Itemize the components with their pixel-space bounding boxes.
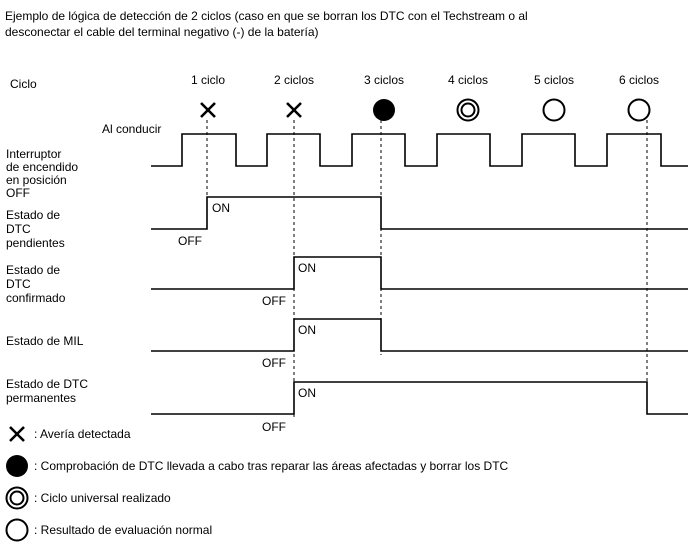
row-label-ignition-line-1: Interruptor bbox=[6, 147, 62, 161]
cycle-5-open-circle-icon bbox=[544, 100, 565, 121]
cycle-labels bbox=[191, 73, 659, 87]
cycle-1-cross-icon bbox=[201, 103, 215, 117]
row-label-confirmed-line-2: DTC bbox=[6, 277, 31, 291]
confirmed-off-label: OFF bbox=[262, 294, 286, 308]
pending-dtc-waveform bbox=[151, 197, 688, 229]
cycle-label-6: 6 ciclos bbox=[618, 73, 660, 87]
diagram-title-line-1: Ejemplo de lógica de detección de 2 ciclos (caso en que se borran los DTC con el Techstream o al bbox=[5, 9, 528, 23]
permanent-dtc-waveform bbox=[151, 382, 688, 414]
row-label-mil-line-1: Estado de MIL bbox=[6, 334, 84, 348]
mil-on-label: ON bbox=[298, 323, 316, 337]
cycle-label-2: 2 ciclos bbox=[273, 73, 315, 87]
legend-double-circle-icon bbox=[7, 488, 28, 509]
ignition-waveform bbox=[151, 134, 688, 166]
legend bbox=[6, 427, 509, 541]
legend-text-1: : Avería detectada bbox=[34, 427, 131, 441]
confirmed-on-label: ON bbox=[298, 261, 316, 275]
legend-open-circle-icon bbox=[7, 520, 28, 541]
row-label-ignition-line-3: en posición bbox=[6, 173, 67, 187]
legend-text-4: : Resultado de evaluación normal bbox=[34, 523, 213, 537]
cycle-6-open-circle-icon bbox=[629, 100, 650, 121]
pending-on-label: ON bbox=[212, 201, 230, 215]
row-label-pending bbox=[6, 208, 65, 250]
diagram-title-line-2: desconectar el cable del terminal negativo (-) de la batería) bbox=[5, 25, 319, 39]
cycle-3-filled-circle-icon bbox=[373, 99, 395, 121]
permanent-off-label: OFF bbox=[262, 420, 286, 434]
pending-off-label: OFF bbox=[178, 234, 202, 248]
row-label-permanent bbox=[6, 377, 88, 405]
row-label-ignition-line-4: OFF bbox=[6, 186, 30, 200]
row-label-pending-line-1: Estado de bbox=[6, 208, 61, 222]
row-label-pending-line-2: DTC bbox=[6, 222, 31, 236]
cycle-label-1: 1 ciclo bbox=[190, 73, 226, 87]
row-label-permanent-line-2: permanentes bbox=[6, 391, 77, 405]
mil-waveform bbox=[151, 319, 688, 351]
row-label-confirmed-line-1: Estado de bbox=[6, 263, 61, 277]
cycle-label-3: 3 ciclos bbox=[363, 73, 405, 87]
row-label-pending-line-3: pendientes bbox=[6, 236, 65, 250]
legend-text-3: : Ciclo universal realizado bbox=[34, 491, 171, 505]
legend-cross-icon bbox=[10, 427, 24, 441]
cycle-4-double-circle-icon bbox=[458, 100, 479, 121]
row-label-ignition bbox=[6, 147, 78, 200]
row-label-confirmed bbox=[6, 263, 66, 305]
cycle-symbols bbox=[201, 99, 650, 121]
confirmed-dtc-waveform bbox=[151, 257, 688, 289]
row-label-confirmed-line-3: confirmado bbox=[6, 291, 66, 305]
row-label-mil bbox=[6, 334, 84, 348]
mil-off-label: OFF bbox=[262, 356, 286, 370]
cycle-2-cross-icon bbox=[287, 103, 301, 117]
row-label-permanent-line-1: Estado de DTC bbox=[6, 377, 89, 391]
cycle-label-5: 5 ciclos bbox=[533, 73, 575, 87]
driving-label: Al conducir bbox=[102, 122, 162, 136]
cycle-label-4: 4 ciclos bbox=[447, 73, 489, 87]
cycle-header: Ciclo bbox=[10, 77, 37, 91]
legend-text-2: : Comprobación de DTC llevada a cabo tras reparar las áreas afectadas y borrar los DTC bbox=[34, 459, 509, 473]
permanent-on-label: ON bbox=[298, 386, 316, 400]
row-label-ignition-line-2: de encendido bbox=[6, 160, 79, 174]
legend-filled-circle-icon bbox=[6, 455, 28, 477]
